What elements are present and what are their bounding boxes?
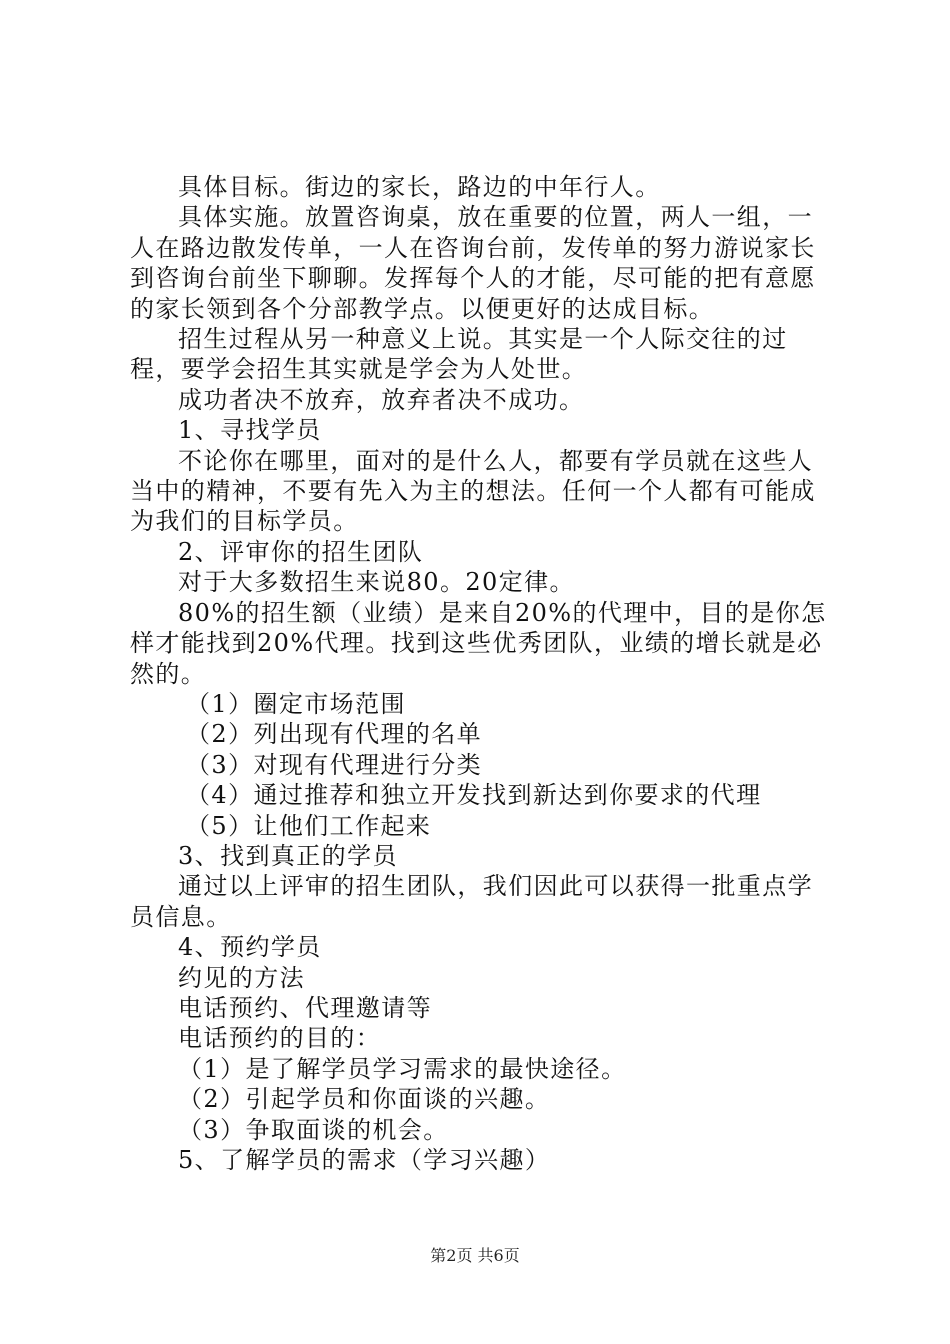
list-item: （5）让他们工作起来: [186, 811, 432, 840]
paragraph: 80%的招生额（业绩）是来自20%的代理中，目的是你怎样才能找到20%代理。找到这些优秀团队，业绩的增长就是必然的。: [130, 598, 827, 688]
document-body: [130, 172, 830, 1175]
section-heading: 2、评审你的招生团队: [178, 537, 424, 566]
paragraph: 不论你在哪里，面对的是什么人，都要有学员就在这些人当中的精神，不要有先入为主的想法。任何一个人都有可能成为我们的目标学员。: [130, 446, 816, 536]
page-footer: 第2页 共6页: [430, 1246, 520, 1265]
list-item: （3）争取面谈的机会。: [178, 1115, 449, 1144]
paragraph: 具体实施。放置咨询桌，放在重要的位置，两人一组，一人在路边散发传单，一人在咨询台前，发传单的努力游说家长到咨询台前坐下聊聊。发挥每个人的才能，尽可能的把有意愿的家长领到各个分部教学点。以便更好的达成目标。: [130, 203, 816, 323]
list-item: （1）圈定市场范围: [186, 689, 406, 718]
section-heading: 5、了解学员的需求（学习兴趣）: [178, 1146, 551, 1174]
paragraph: 招生过程从另一种意义上说。其实是一个人际交往的过程，要学会招生其实就是学会为人处世。: [130, 325, 788, 384]
paragraph: 通过以上评审的招生团队，我们因此可以获得一批重点学员信息。: [130, 872, 813, 931]
paragraph: 约见的方法: [178, 963, 305, 992]
list-item: （3）对现有代理进行分类: [186, 750, 483, 779]
list-item: （1）是了解学员学习需求的最快途径。: [178, 1054, 627, 1083]
section-heading: 1、寻找学员: [178, 416, 322, 445]
section-heading: 4、预约学员: [178, 933, 322, 962]
paragraph: 成功者决不放弃，放弃者决不成功。: [178, 385, 585, 414]
paragraph: 电话预约的目的：: [178, 1024, 382, 1053]
list-item: （2）引起学员和你面谈的兴趣。: [178, 1085, 551, 1114]
paragraph: 电话预约、代理邀请等: [178, 993, 432, 1022]
paragraph: 具体目标。街边的家长，路边的中年行人。: [178, 173, 661, 201]
paragraph: 对于大多数招生来说80。20定律。: [178, 568, 575, 597]
list-item: （4）通过推荐和独立开发找到新达到你要求的代理: [186, 781, 762, 810]
section-heading: 3、找到真正的学员: [178, 841, 398, 870]
list-item: （2）列出现有代理的名单: [186, 720, 483, 749]
